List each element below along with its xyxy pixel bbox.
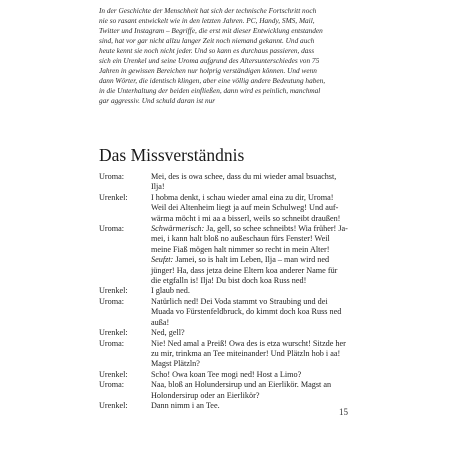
speech-segment: mei, i kann halt bloß no außeschaun fürs Fenster! Weil <box>151 234 330 244</box>
speech-segment: Scho! Owa koan Tee mogi ned! Host a Limo? <box>151 369 302 379</box>
speaker-label: Uroma: <box>99 338 125 348</box>
dialogue-entry <box>99 297 361 328</box>
intro-line: sich ein Urenkel und seine Uroma aufgrund des Altersunterschiedes von 75 <box>99 56 320 65</box>
dialogue-entry <box>99 401 361 411</box>
intro-line: sind, hat vor gar nicht allzu langer Zeit noch niemand gekannt. Und auch <box>99 36 315 45</box>
speech-segment: meine Fiaß mögen halt nimmer so recht in mein Alter! <box>151 244 330 254</box>
speaker-label: Urenkel: <box>99 286 128 296</box>
intro-line: nie so rasant entwickelt wie in den letzten Jahren. PC, Handy, SMS, Mail, <box>99 16 315 25</box>
speech-text <box>151 401 361 411</box>
intro-line: Jahren in gewissen Bereichen nur holprig verständigen können. Und wenn <box>99 66 317 75</box>
intro-paragraph <box>99 6 361 106</box>
speech-line <box>151 193 361 203</box>
dialogue-entry <box>99 328 361 338</box>
speech-segment: Ilja! <box>151 182 165 192</box>
speech-segment: I glaub ned. <box>151 286 190 296</box>
speech-segment: I hobma denkt, i schau wieder amal eina zu dir, Uroma! <box>151 192 334 202</box>
speech-segment: Magst Plätzln? <box>151 359 200 369</box>
speech-text <box>151 172 361 193</box>
dialogue-entry <box>99 193 361 224</box>
speaker-label: Urenkel: <box>99 369 128 379</box>
dialogue-entry <box>99 380 361 401</box>
speech-segment: Holondersirup oder an Eierlikör? <box>151 390 260 400</box>
speech-segment: wärma möcht i mi aa a bisserl, weils so schneibt draußen! <box>151 213 341 223</box>
speaker-label: Uroma: <box>99 380 125 390</box>
speech-segment: Weil dei Altenheim liegt ja auf mein Schulweg! Und auf- <box>151 203 339 213</box>
speech-line <box>151 276 361 286</box>
speech-line <box>151 286 361 296</box>
speech-line <box>151 182 361 192</box>
speech-segment: jünger! Ha, dass jetza deine Eltern koa anderer Name für <box>151 265 338 275</box>
speaker-label: Uroma: <box>99 224 125 234</box>
speech-line <box>151 318 361 328</box>
dialogue-entry <box>99 224 361 286</box>
speech-segment: Mei, des is owa schee, dass du mi wieder amal bsuachst, <box>151 172 337 181</box>
speech-line <box>151 172 361 182</box>
dialogue-entry <box>99 370 361 380</box>
dialogue-entry <box>99 339 361 370</box>
speech-text <box>151 286 361 296</box>
speech-text <box>151 297 361 328</box>
speech-text <box>151 339 361 370</box>
intro-line: dann Wörter, die identisch klingen, aber eine völlig andere Bedeutung haben, <box>99 76 326 85</box>
speech-line <box>151 255 361 265</box>
speaker-label: Urenkel: <box>99 400 128 410</box>
speaker-label: Urenkel: <box>99 192 128 202</box>
dialogue-entry <box>99 172 361 193</box>
speech-line <box>151 307 361 317</box>
dialogue <box>99 172 361 411</box>
speech-line <box>151 349 361 359</box>
speaker-label: Uroma: <box>99 296 125 306</box>
speech-segment: Muada vo Fürstenfeldbruck, do kimmt doch koa Russ ned <box>151 307 342 317</box>
dialogue-entry <box>99 286 361 296</box>
speaker-label: Urenkel: <box>99 328 128 338</box>
speech-line <box>151 359 361 369</box>
speech-line <box>151 266 361 276</box>
speech-text <box>151 380 361 401</box>
speech-segment: Dann nimm i an Tee. <box>151 400 220 410</box>
speech-line <box>151 391 361 401</box>
speech-line <box>151 214 361 224</box>
speaker-label: Uroma: <box>99 172 125 181</box>
speech-text <box>151 370 361 380</box>
intro-line: heute kennt sie noch nicht jeder. Und so kann es durchaus passieren, dass <box>99 46 315 55</box>
speech-line <box>151 339 361 349</box>
intro-line: Twitter und Instagram – Begriffe, die erst mit dieser Entwicklung entstanden <box>99 26 323 35</box>
speech-text <box>151 224 361 286</box>
intro-line: gar aggressiv. Und schuld daran ist nur <box>99 96 216 105</box>
speech-segment: Nie! Ned amal a Preiß! Owa des is etza wurscht! Sitzde her <box>151 338 346 348</box>
speech-segment: Jamei, so is halt im Leben, Ilja – man wird ned <box>173 255 330 265</box>
speech-segment: Natürlich ned! Dei Voda stammt vo Straubing und dei <box>151 296 328 306</box>
speech-line <box>151 380 361 390</box>
speech-text <box>151 328 361 338</box>
speech-text <box>151 193 361 224</box>
speech-line <box>151 370 361 380</box>
speech-line <box>151 224 361 234</box>
speech-line <box>151 401 361 411</box>
speech-line <box>151 297 361 307</box>
speech-line <box>151 203 361 213</box>
speech-line <box>151 328 361 338</box>
stage-direction: Schwärmerisch: <box>151 224 205 234</box>
speech-segment: die etgfalln is! Ilja! Du bist doch koa Russ ned! <box>151 276 307 286</box>
speech-segment: Naa, bloß an Holundersirup und an Eierlikör. Magst an <box>151 380 332 390</box>
speech-line <box>151 245 361 255</box>
speech-segment: Ned, gell? <box>151 328 185 338</box>
stage-direction: Seufzt: <box>151 255 174 265</box>
intro-line: in die Unterhaltung der beiden einfließen, dann wird es peinlich, manchmal <box>99 86 321 95</box>
speech-line <box>151 234 361 244</box>
chapter-title: Das Missverständnis <box>99 145 245 165</box>
speech-segment: Ja, gell, so schee schneibts! Wia früher! Ja- <box>204 224 348 234</box>
speech-segment: außa! <box>151 317 170 327</box>
speech-segment: zu mir, trinkma an Tee miteinander! Und Plätzln hob i aa! <box>151 348 341 358</box>
page-number: 15 <box>339 407 348 417</box>
intro-line: In der Geschichte der Menschheit hat sich der technische Fortschritt noch <box>99 6 317 15</box>
